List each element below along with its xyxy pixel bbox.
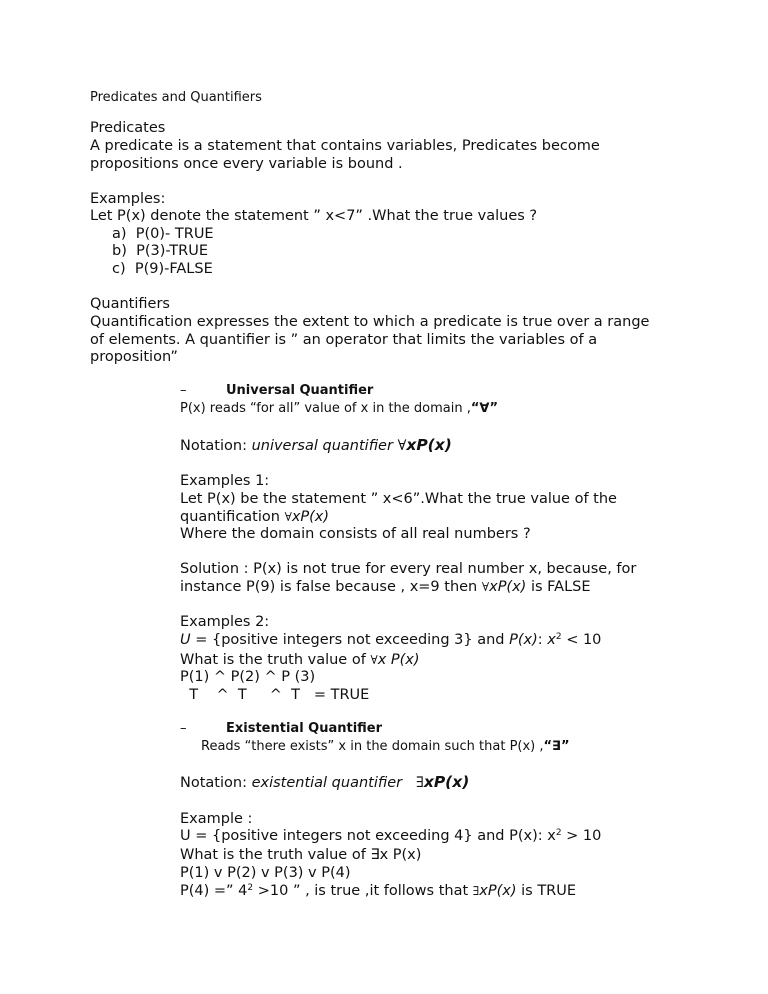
predicates-definition-line: A predicate is a statement that contains variables, Predicates become xyxy=(90,138,600,154)
quantifiers-definition-line: of elements. A quantifier is ” an operator that limits the variables of a xyxy=(90,332,598,348)
text: is TRUE xyxy=(516,883,577,899)
expression: xP(x) xyxy=(489,579,527,595)
universal-reads xyxy=(180,402,498,415)
existential-example-line: What is the truth value of ∃x P(x) xyxy=(180,847,422,863)
existential-reads xyxy=(201,740,569,753)
notation-italic: existential quantifier xyxy=(251,775,403,791)
existential-notation xyxy=(180,775,469,791)
notation-italic: universal quantifier xyxy=(251,438,393,454)
list-item xyxy=(112,227,214,242)
forall-symbol: “∀” xyxy=(470,401,499,416)
predicates-definition-line: propositions once every variable is bound . xyxy=(90,156,403,172)
expression: x P(x) xyxy=(377,652,420,668)
existential-example-line: P(1) v P(2) v P(3) v P(4) xyxy=(180,865,351,881)
existential-example-line xyxy=(180,884,576,899)
exponent: 2 xyxy=(555,828,562,838)
set-u: U xyxy=(180,632,191,648)
universal-example2-line xyxy=(180,653,420,668)
existential-dash: – xyxy=(180,721,187,736)
existential-example-heading: Example : xyxy=(180,811,253,827)
variable: x xyxy=(547,632,556,648)
forall-symbol: ∀ xyxy=(284,510,292,524)
notation-label: Notation: xyxy=(180,438,252,454)
notation-expression: xP(x) xyxy=(423,773,470,791)
universal-example2-heading: Examples 2: xyxy=(180,614,270,630)
universal-dash: – xyxy=(180,383,187,398)
text: is FALSE xyxy=(526,579,591,595)
list-marker: c) xyxy=(112,261,126,277)
list-item-text: P(3)-TRUE xyxy=(136,243,208,259)
universal-solution-line xyxy=(180,580,591,595)
exists-symbol: ∃ xyxy=(472,884,480,898)
text: > 10 xyxy=(561,828,602,844)
forall-symbol: ∀ xyxy=(481,580,490,594)
list-item-text: P(9)-FALSE xyxy=(134,261,213,277)
universal-example1-line xyxy=(180,510,329,525)
page-title: Predicates and Quantifiers xyxy=(90,90,262,105)
text: P(4) =” 4 xyxy=(180,883,248,899)
forall-symbol: ∀ xyxy=(370,653,378,667)
notation-expression: xP(x) xyxy=(406,436,452,454)
expression: xP(x) xyxy=(291,509,330,525)
universal-heading: Universal Quantifier xyxy=(226,383,374,398)
text: < 10 xyxy=(561,632,602,648)
expression: P(x) xyxy=(509,632,538,648)
quantifiers-definition-line: Quantification expresses the extent to which a predicate is true over a range xyxy=(90,314,650,330)
existential-heading: Existential Quantifier xyxy=(226,721,383,736)
quantifiers-heading: Quantifiers xyxy=(90,296,170,312)
forall-symbol: ∀ xyxy=(397,438,407,454)
list-marker: b) xyxy=(112,243,127,259)
universal-example1-line: Where the domain consists of all real numbers ? xyxy=(180,526,531,542)
universal-example1-line: Let P(x) be the statement ” x<6”.What the true value of the xyxy=(180,491,617,507)
text: U = {positive integers not exceeding 4} and P(x): x xyxy=(180,828,556,844)
quantifiers-definition-line: proposition” xyxy=(90,349,178,365)
text: What is the truth value of xyxy=(180,652,371,668)
expression: xP(x) xyxy=(479,883,517,899)
universal-reads-text: P(x) reads “for all” value of x in the domain , xyxy=(180,401,471,416)
list-marker: a) xyxy=(112,226,127,242)
list-item xyxy=(112,262,213,277)
existential-example-line xyxy=(180,829,601,844)
list-item xyxy=(112,244,208,259)
exists-symbol: “∃” xyxy=(543,739,570,754)
text: >10 ” , is true ,it follows that xyxy=(253,883,473,899)
examples-heading: Examples: xyxy=(90,191,166,207)
text: quantification xyxy=(180,509,285,525)
universal-notation xyxy=(180,438,452,454)
universal-example2-line: P(1) ^ P(2) ^ P (3) xyxy=(180,669,316,685)
exists-symbol: ∃ xyxy=(415,775,424,791)
examples-intro: Let P(x) denote the statement ” x<7” .What the true values ? xyxy=(90,208,538,224)
universal-example2-line: T ^ T ^ T = TRUE xyxy=(180,687,370,703)
notation-label: Notation: xyxy=(180,775,252,791)
exponent: 2 xyxy=(555,632,562,642)
text: instance P(9) is false because , x=9 then xyxy=(180,579,482,595)
universal-example1-heading: Examples 1: xyxy=(180,473,270,489)
universal-example2-line xyxy=(180,633,601,648)
universal-solution-line: Solution : P(x) is not true for every real number x, because, for xyxy=(180,561,637,577)
text: = {positive integers not exceeding 3} and xyxy=(190,632,510,648)
list-item-text: P(0)- TRUE xyxy=(135,226,214,242)
predicates-heading: Predicates xyxy=(90,120,166,136)
text: : xyxy=(537,632,548,648)
exponent: 2 xyxy=(247,883,254,893)
existential-reads-text: Reads “there exists” x in the domain such that P(x) , xyxy=(201,739,544,754)
